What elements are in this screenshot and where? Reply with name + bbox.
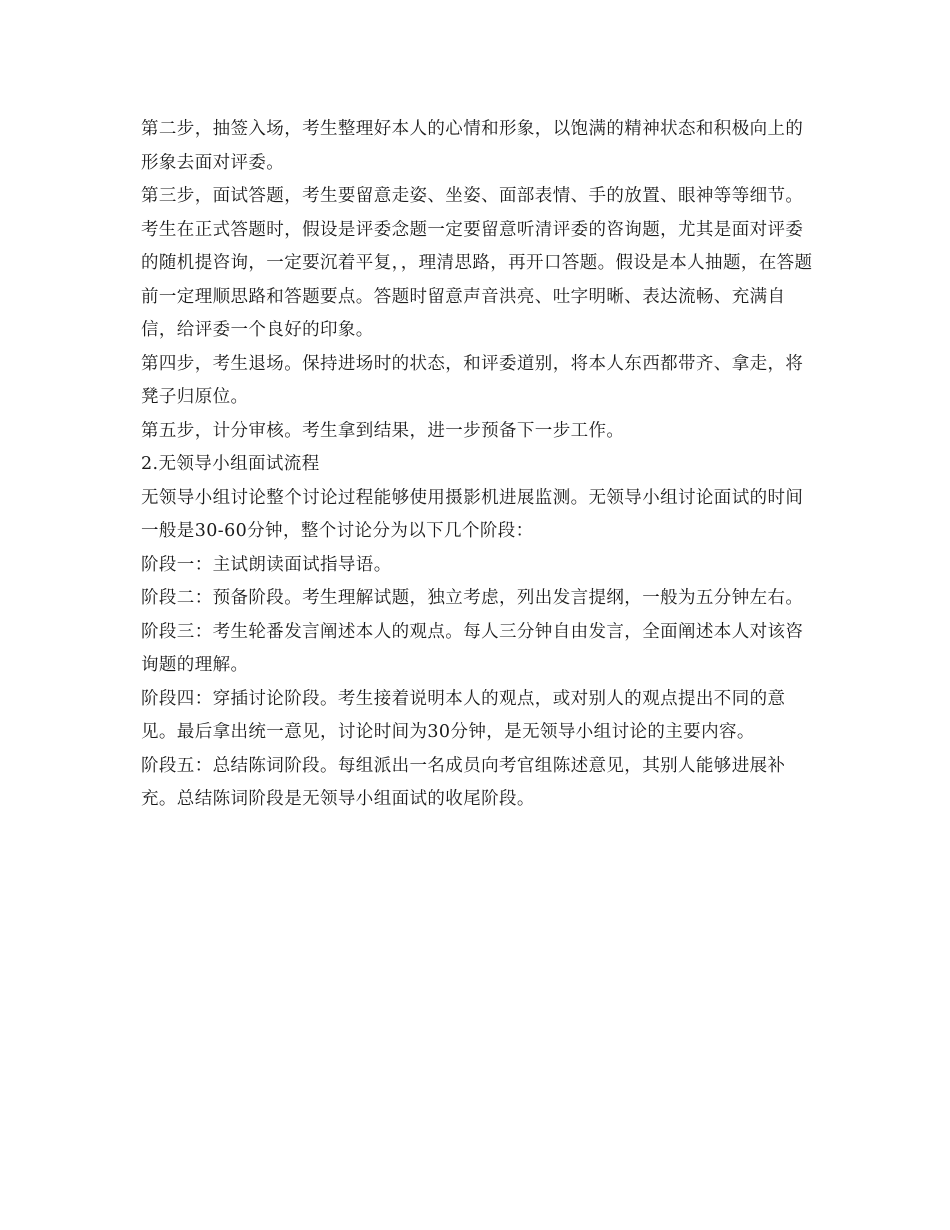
section-heading-leaderless-group: 2.无领导小组面试流程 xyxy=(141,454,320,474)
paragraph-leaderless-intro: 无领导小组讨论整个讨论过程能够使用摄影机进展监测。无领导小组讨论面试的时间一般是30-60分钟，整个讨论分为以下几个阶段： xyxy=(141,487,804,541)
paragraph-stage-one: 阶段一：主试朗读面试指导语。 xyxy=(141,554,392,575)
paragraph-stage-three: 阶段三：考生轮番发言阐述本人的观点。每人三分钟自由发言，全面阐述本人对该咨询题的理解。 xyxy=(141,621,804,675)
document-body xyxy=(141,113,813,817)
paragraph-stage-two: 阶段二：预备阶段。考生理解试题，独立考虑，列出发言提纲，一般为五分钟左右。 xyxy=(141,588,804,608)
paragraph-step-three: 第三步，面试答题，考生要留意走姿、坐姿、面部表情、手的放置、眼神等等细节。考生在正式答题时，假设是评委念题一定要留意听清评委的咨询题，尤其是面对评委的随机提咨询，一定要沉着平复，，理清思路，再开口答题。假设是本人抽题，在答题前一定理顺思路和答题要点。答题时留意声音洪亮、吐字明晰、表达流畅、充满自信，给评委一个良好的印象。 xyxy=(141,186,813,340)
paragraph-step-four: 第四步，考生退场。保持进场时的状态，和评委道别，将本人东西都带齐、拿走，将凳子归原位。 xyxy=(141,353,804,407)
paragraph-step-two: 第二步，抽签入场，考生整理好本人的心情和形象，以饱满的精神状态和积极向上的形象去面对评委。 xyxy=(141,119,804,173)
paragraph-stage-four: 阶段四：穿插讨论阶段。考生接着说明本人的观点，或对别人的观点提出不同的意见。最后拿出统一意见，讨论时间为30分钟，是无领导小组讨论的主要内容。 xyxy=(141,688,786,742)
paragraph-step-five: 第五步，计分审核。考生拿到结果，进一步预备下一步工作。 xyxy=(141,420,625,441)
paragraph-stage-five: 阶段五：总结陈词阶段。每组派出一名成员向考官组陈述意见，其别人能够进展补充。总结陈词阶段是无领导小组面试的收尾阶段。 xyxy=(141,755,786,809)
